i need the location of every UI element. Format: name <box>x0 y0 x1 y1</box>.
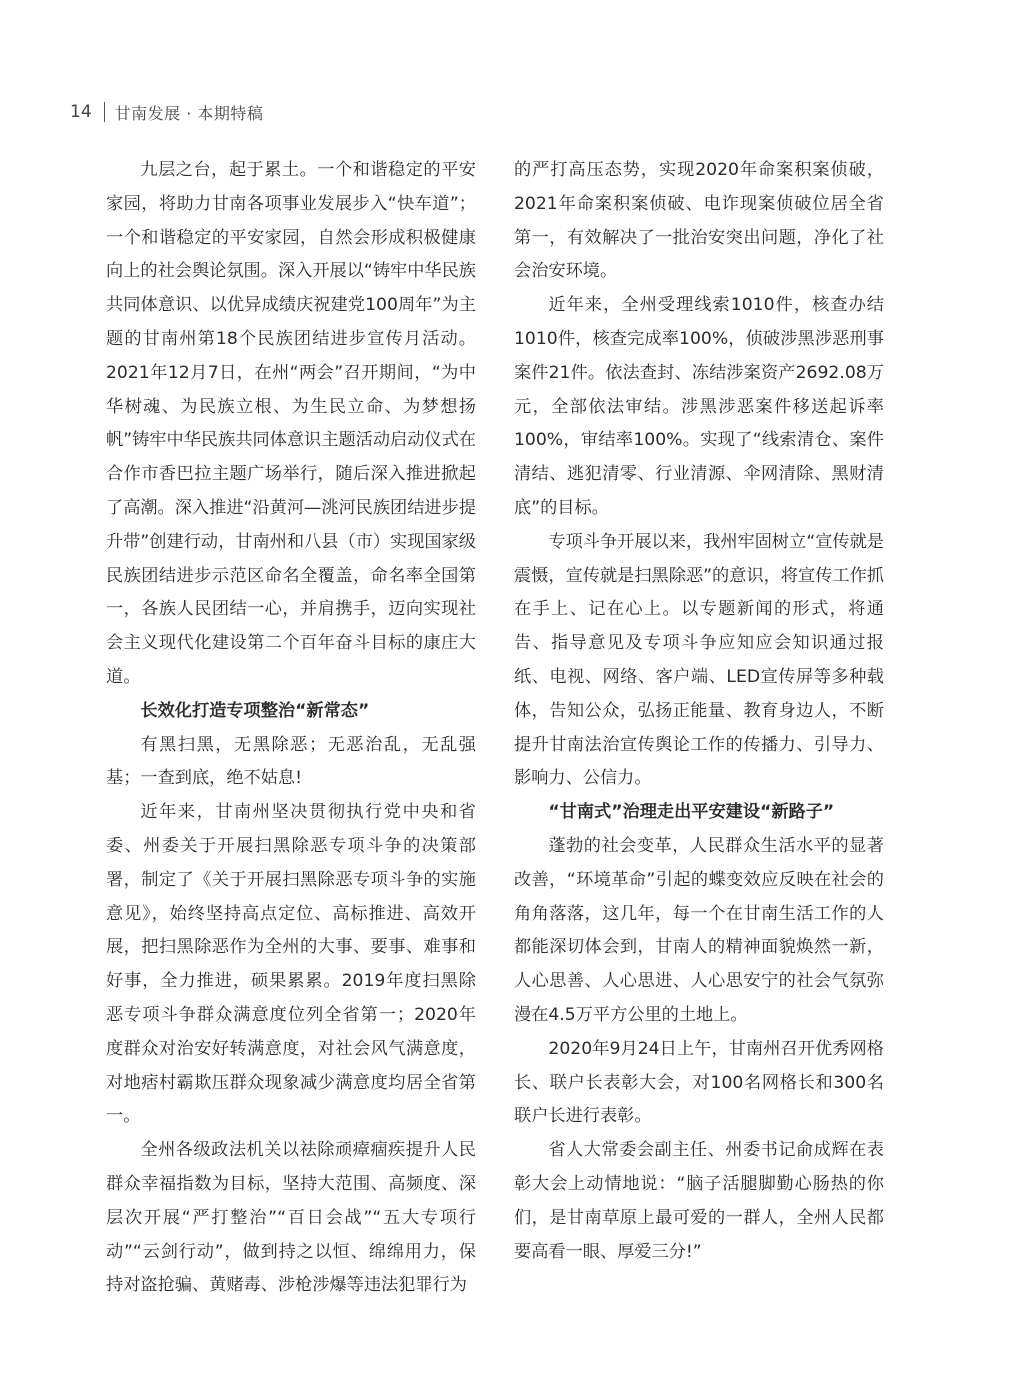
paragraph: 有黑扫黑，无黑除恶；无恶治乱，无乱强基；一查到底，绝不姑息! <box>106 734 476 789</box>
paragraph: 2020年9月24日上午，甘南州召开优秀网格长、联户长表彰大会，对100名网格长和300名联户长进行表彰。 <box>514 1038 884 1127</box>
paragraph: 九层之台，起于累土。一个和谐稳定的平安家园，将助力甘南各项事业发展步入“快车道”；一个和谐稳定的平安家园，自然会形成积极健康向上的社会舆论氛围。深入开展以“铸牢中华民族共同体意识、以优异成绩庆祝建党100周年”为主题的甘南州第18个民族团结进步宣传月活动。2021年12月7日，在州“两会”召开期间，“为中华树魂、为民族立根、为生民立命、为梦想扬帆”铸牢中华民族共同体意识主题活动启动仪式在合作市香巴拉主题广场举行，随后深入推进掀起了高潮。深入推进“沿黄河—洮河民族团结进步提升带”创建行动，甘南州和八县（市）实现国家级民族团结进步示范区命名全覆盖，命名率全国第一，各族人民团结一心，并肩携手，迈向实现社会主义现代化建设第二个百年奋斗目标的康庄大道。 <box>106 160 476 687</box>
paragraph: 省人大常委会副主任、州委书记俞成辉在表彰大会上动情地说：“脑子活腿脚勤心肠热的你们，是甘南草原上最可爱的一群人，全州人民都要高看一眼、厚爱三分!” <box>514 1140 884 1262</box>
left-column <box>106 154 476 1303</box>
paragraph: 全州各级政法机关以祛除顽瘴痼疾提升人民群众幸福指数为目标，坚持大范围、高频度、深层次开展“严打整治”“百日会战”“五大专项行动”“云剑行动”，做到持之以恒、绵绵用力，保持对盗抢骗、黄赌毒、涉枪涉爆等违法犯罪行为 <box>106 1140 476 1296</box>
paragraph: 蓬勃的社会变革，人民群众生活水平的显著改善，“环境革命”引起的蝶变效应反映在社会的角角落落，这几年，每一个在甘南生活工作的人都能深切体会到，甘南人的精神面貌焕然一新，人心思善、人心思进、人心思安宁的社会气氛弥漫在4.5万平方公里的土地上。 <box>514 835 884 1025</box>
page-header <box>70 98 263 126</box>
paragraph: 近年来，甘南州坚决贯彻执行党中央和省委、州委关于开展扫黑除恶专项斗争的决策部署，制定了《关于开展扫黑除恶专项斗争的实施意见》，始终坚持高点定位、高标推进、高效开展，把扫黑除恶作为全州的大事、要事、难事和好事，全力推进，硕果累累。2019年度扫黑除恶专项斗争群众满意度位列全省第一；2020年度群众对治安好转满意度，对社会风气满意度，对地痞村霸欺压群众现象减少满意度均居全省第一。 <box>106 802 476 1127</box>
header-divider <box>104 102 105 122</box>
paragraph: 的严打高压态势，实现2020年命案积案侦破，2021年命案积案侦破、电诈现案侦破位居全省第一，有效解决了一批治安突出问题，净化了社会治安环境。 <box>514 160 884 282</box>
paragraph: 专项斗争开展以来，我州牢固树立“宣传就是震慑，宣传就是扫黑除恶”的意识，将宣传工作抓在手上、记在心上。以专题新闻的形式，将通告、指导意见及专项斗争应知应会知识通过报纸、电视、网络、客户端、LED宣传屏等多种载体，告知公众，弘扬正能量、教育身边人，不断提升甘南法治宣传舆论工作的传播力、引导力、影响力、公信力。 <box>514 531 884 789</box>
section-heading: “甘南式”治理走出平安建设“新路子” <box>548 802 835 823</box>
paragraph: 近年来，全州受理线索1010件，核查办结1010件，核查完成率100%，侦破涉黑涉恶刑事案件21件。依法查封、冻结涉案资产2692.08万元，全部依法审结。涉黑涉恶案件移送起诉率100%，审结率100%。实现了“线索清仓、案件清结、逃犯清零、行业清源、伞网清除、黑财清底”的目标。 <box>514 295 884 518</box>
section-title: 甘南发展 · 本期特稿 <box>114 103 264 123</box>
page-number: 14 <box>70 102 92 122</box>
section-heading: 长效化打造专项整治“新常态” <box>140 700 370 721</box>
right-column <box>514 154 884 1269</box>
